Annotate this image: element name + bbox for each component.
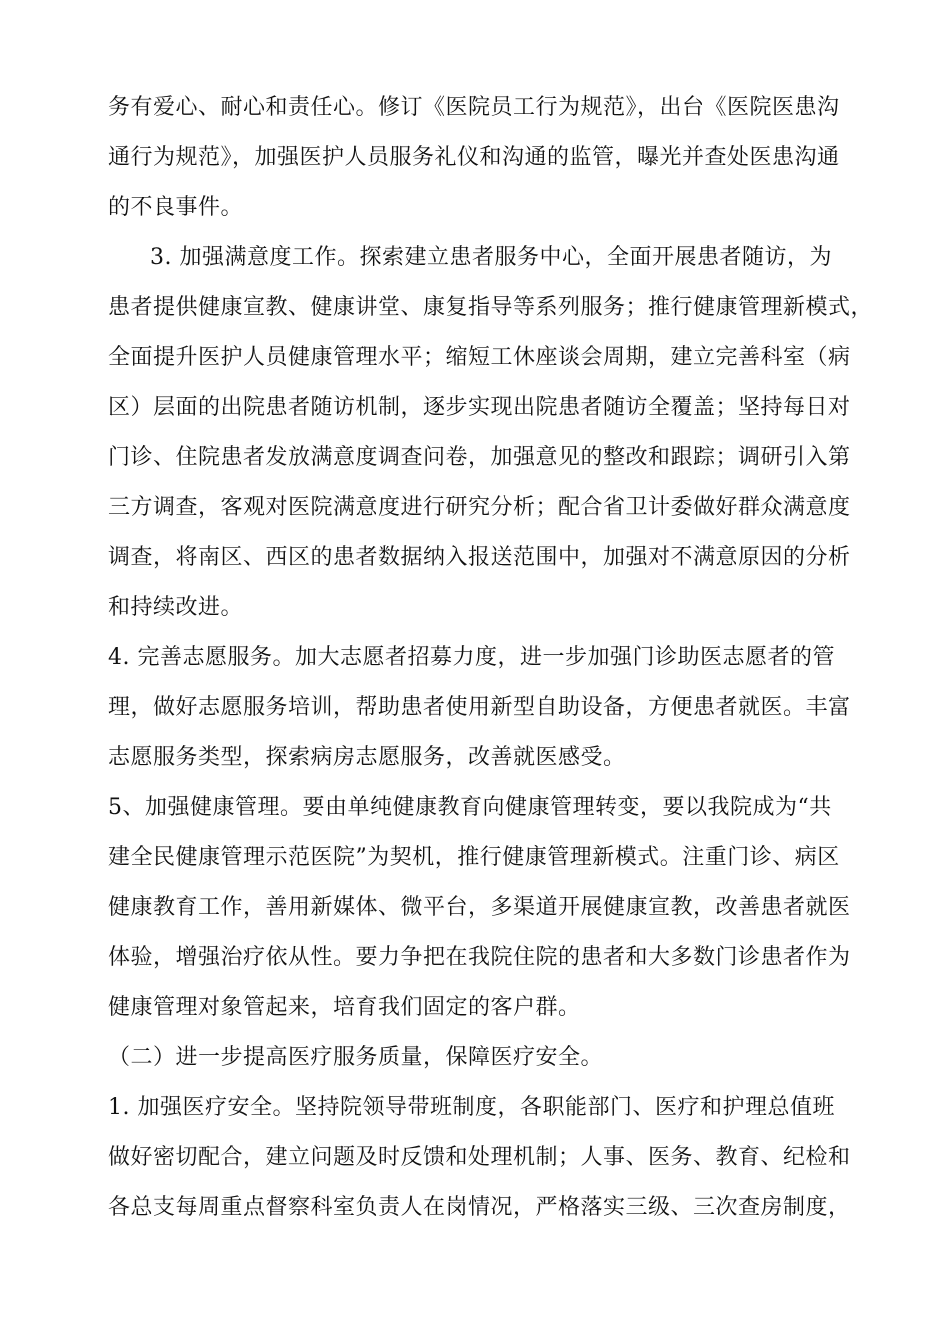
text-line: 区）层面的出院患者随访机制，逐步实现出院患者随访全覆盖；坚持每日对 xyxy=(108,395,851,420)
text-line: 全面提升医护人员健康管理水平；缩短工休座谈会周期，建立完善科室（病 xyxy=(108,345,851,370)
text-line: 健康管理对象管起来，培育我们固定的客户群。 xyxy=(108,995,581,1020)
text-line: 各总支每周重点督察科室负责人在岗情况，严格落实三级、三次查房制度， xyxy=(108,1195,851,1220)
text-line: 4. 完善志愿服务。加大志愿者招募力度，进一步加强门诊助医志愿者的管 xyxy=(108,645,835,670)
text-line: 3. 加强满意度工作。探索建立患者服务中心，全面开展患者随访，为 xyxy=(150,245,832,270)
section-heading: （二）进一步提高医疗服务质量，保障医疗安全。 xyxy=(108,1045,604,1070)
text-line: 志愿服务类型，探索病房志愿服务，改善就医感受。 xyxy=(108,745,626,770)
text-line: 健康教育工作，善用新媒体、微平台，多渠道开展健康宣教，改善患者就医 xyxy=(108,895,851,920)
text-line: 三方调查，客观对医院满意度进行研究分析；配合省卫计委做好群众满意度 xyxy=(108,495,851,520)
text-line: 体验，增强治疗依从性。要力争把在我院住院的患者和大多数门诊患者作为 xyxy=(108,945,851,970)
text-line: 做好密切配合，建立问题及时反馈和处理机制；人事、医务、教育、纪检和 xyxy=(108,1145,851,1170)
text-line: 门诊、住院患者发放满意度调查问卷，加强意见的整改和跟踪；调研引入第 xyxy=(108,445,851,470)
text-line: 的不良事件。 xyxy=(108,195,244,220)
text-line: 患者提供健康宣教、健康讲堂、康复指导等系列服务；推行健康管理新模式， xyxy=(108,295,874,320)
text-line: 务有爱心、耐心和责任心。修订《医院员工行为规范》，出台《医院医患沟 xyxy=(108,95,840,120)
text-line: 1. 加强医疗安全。坚持院领导带班制度，各职能部门、医疗和护理总值班 xyxy=(108,1095,835,1120)
text-line: 调查，将南区、西区的患者数据纳入报送范围中，加强对不满意原因的分析 xyxy=(108,545,851,570)
text-line: 和持续改进。 xyxy=(108,595,244,620)
text-line: 通行为规范》，加强医护人员服务礼仪和沟通的监管，曝光并查处医患沟通 xyxy=(108,145,840,170)
text-line: 理，做好志愿服务培训，帮助患者使用新型自助设备，方便患者就医。丰富 xyxy=(108,695,851,720)
text-line: 5、加强健康管理。要由单纯健康教育向健康管理转变，要以我院成为“共 xyxy=(108,795,832,820)
text-line: 建全民健康管理示范医院”为契机，推行健康管理新模式。注重门诊、病区 xyxy=(108,845,840,870)
